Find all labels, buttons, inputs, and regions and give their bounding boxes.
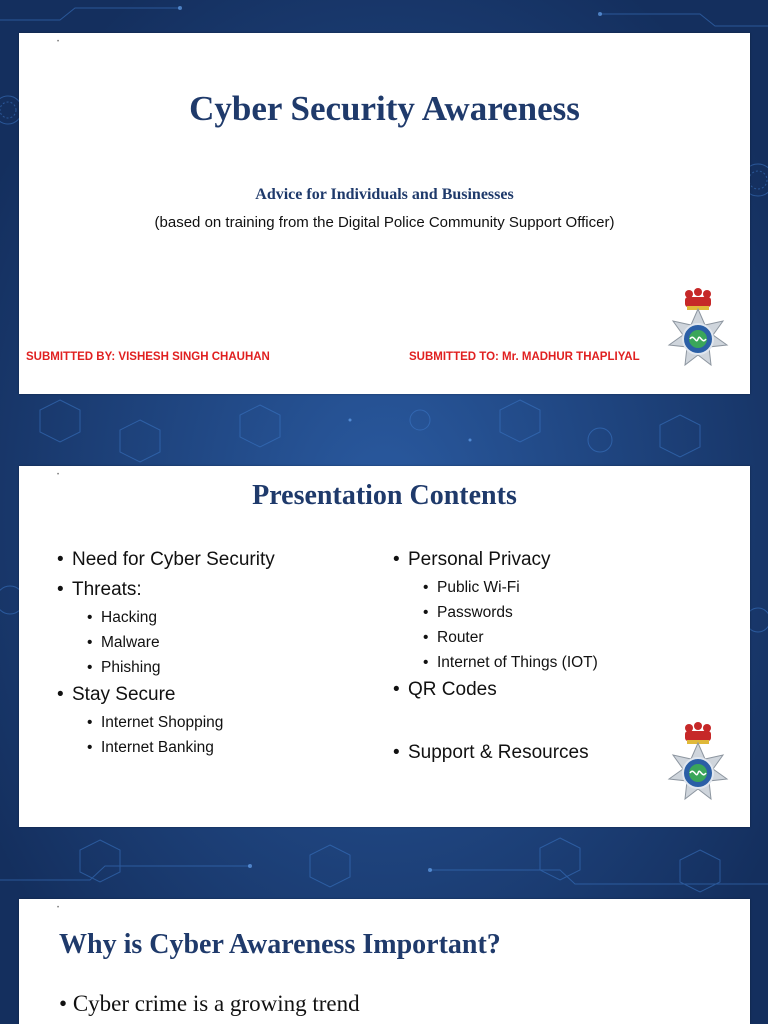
importance-slide: • Why is Cyber Awareness Important? • Cyber crime is a growing trend	[19, 899, 750, 1024]
contents-slide: • Presentation Contents • Need for Cyber Security • Threats: • Hacking • Malware • Phishing • Stay Secure • Internet Shopping • Internet Banking • Personal Privacy • Public Wi-Fi • Passwords • Router • Internet of Things (IOT) • QR Codes • Support & Resources	[19, 466, 750, 827]
contents-right-column	[393, 548, 598, 771]
submitted-to: SUBMITTED TO: Mr. MADHUR THAPLIYAL	[409, 351, 640, 363]
list-subitem: • Public Wi-Fi	[423, 579, 520, 596]
title-slide: • Cyber Security Awareness Advice for Individuals and Businesses (based on training from the Digital Police Community Support Officer) SUBMITTED BY: VISHESH SINGH CHAUHAN SUBMITTED TO: Mr. MADHUR THAPLIYAL	[19, 33, 750, 394]
slide-note: (based on training from the Digital Police Community Support Officer)	[154, 214, 615, 231]
slide-subtitle: Advice for Individuals and Businesses	[255, 186, 514, 203]
police-badge-icon	[661, 721, 735, 815]
contents-left-column	[57, 548, 275, 763]
list-subitem: • Internet of Things (IOT)	[423, 654, 598, 671]
list-item: • Threats:	[57, 579, 142, 600]
importance-title: Why is Cyber Awareness Important?	[59, 929, 501, 960]
list-subitem: • Malware	[87, 634, 160, 651]
list-subitem: • Passwords	[423, 604, 513, 621]
list-item: • QR Codes	[393, 679, 497, 700]
police-badge-icon	[661, 287, 735, 381]
list-item: • Personal Privacy	[393, 549, 551, 570]
list-subitem: • Phishing	[87, 659, 161, 676]
list-subitem: • Internet Banking	[87, 739, 214, 756]
list-item: • Stay Secure	[57, 684, 176, 705]
contents-title: Presentation Contents	[252, 480, 517, 511]
list-subitem: • Internet Shopping	[87, 714, 224, 731]
list-item: • Support & Resources	[393, 742, 589, 763]
list-subitem: • Hacking	[87, 609, 157, 626]
list-item: • Cyber crime is a growing trend	[59, 991, 360, 1016]
submitted-by: SUBMITTED BY: VISHESH SINGH CHAUHAN	[26, 351, 270, 363]
list-subitem: • Router	[423, 629, 484, 646]
slide-title: Cyber Security Awareness	[189, 89, 580, 128]
list-item: • Need for Cyber Security	[57, 549, 275, 570]
